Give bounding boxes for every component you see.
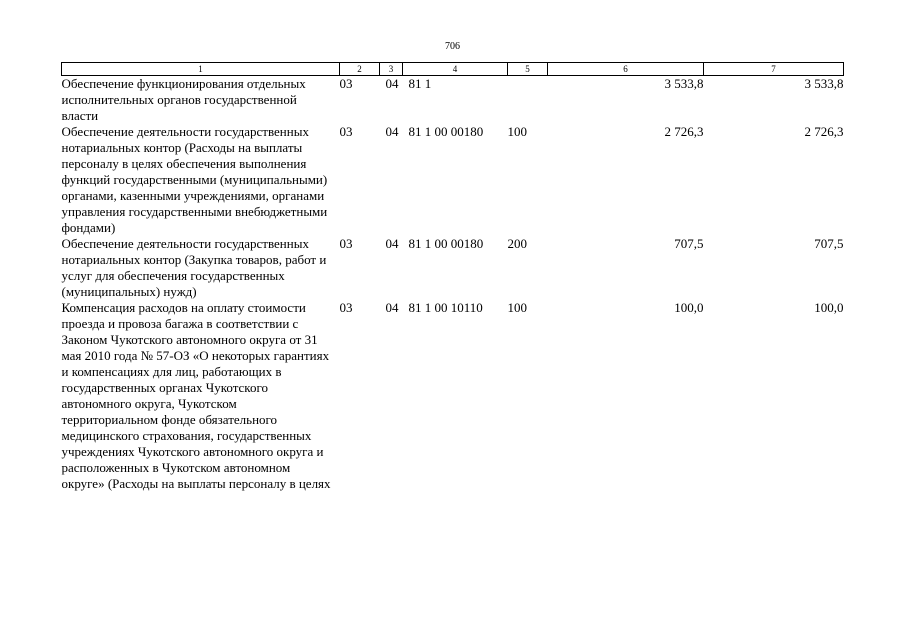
row-section: 03 xyxy=(339,76,353,91)
row-sum-2: 3 533,8 xyxy=(804,76,844,91)
row-sum-2: 100,0 xyxy=(814,300,844,315)
row-name: Обеспечение деятельности государственных нотариальных контор (Расходы на выплаты персоналу в целях обеспечения выполнения функций государственными (муниципальными) органами, казенными учреждениями, органами управления государственными внебюджетными фондами) xyxy=(61,124,328,235)
row-section: 03 xyxy=(339,236,353,251)
row-name: Компенсация расходов на оплату стоимости проезда и провоза багажа в соответствии с Законом Чукотского автономного округа от 31 мая 2010 года № 57-ОЗ «О некоторых гарантиях и компенсациях для лиц, работающих в государственных органах Чукотского автономного округа, Чукотском территориальном фонде обязательного медицинского страхования, государственных учреждениях Чукотского автономного округа и расположенных в Чукотском автономном округе» (Расходы на выплаты персоналу в целях xyxy=(61,300,331,491)
column-header-3: 3 xyxy=(380,63,403,76)
column-header-4: 4 xyxy=(403,63,508,76)
row-subsection: 04 xyxy=(385,76,399,91)
column-header-5: 5 xyxy=(508,63,548,76)
table-row xyxy=(62,236,844,300)
row-expense-type: 200 xyxy=(507,236,527,251)
header-row xyxy=(62,63,844,76)
row-sum-1: 100,0 xyxy=(674,300,704,315)
row-target-article: 81 1 xyxy=(408,76,432,91)
row-subsection: 04 xyxy=(385,124,399,139)
row-target-article: 81 1 00 00180 xyxy=(408,236,484,251)
row-name: Обеспечение деятельности государственных нотариальных контор (Закупка товаров, работ и услуг для обеспечения государственных (муниципальных) нужд) xyxy=(61,236,327,299)
column-header-6: 6 xyxy=(548,63,704,76)
row-subsection: 04 xyxy=(385,236,399,251)
row-target-article: 81 1 00 10110 xyxy=(408,300,483,315)
row-name: Обеспечение функционирования отдельных исполнительных органов государственной власти xyxy=(61,76,306,123)
page-number: 706 xyxy=(445,41,460,52)
row-sum-2: 2 726,3 xyxy=(804,124,844,139)
row-section: 03 xyxy=(339,124,353,139)
row-target-article: 81 1 00 00180 xyxy=(408,124,484,139)
table-row xyxy=(62,300,844,492)
budget-table xyxy=(61,62,844,492)
row-sum-1: 707,5 xyxy=(674,236,704,251)
row-sum-1: 2 726,3 xyxy=(664,124,704,139)
column-header-7: 7 xyxy=(704,63,844,76)
row-sum-2: 707,5 xyxy=(814,236,844,251)
row-expense-type: 100 xyxy=(507,300,527,315)
row-subsection: 04 xyxy=(385,300,399,315)
column-header-2: 2 xyxy=(340,63,380,76)
column-header-1: 1 xyxy=(62,63,340,76)
row-expense-type: 100 xyxy=(507,124,527,139)
row-expense-type xyxy=(508,76,548,125)
row-section: 03 xyxy=(339,300,353,315)
row-sum-1: 3 533,8 xyxy=(664,76,704,91)
table-row xyxy=(62,124,844,236)
table-row xyxy=(62,76,844,125)
